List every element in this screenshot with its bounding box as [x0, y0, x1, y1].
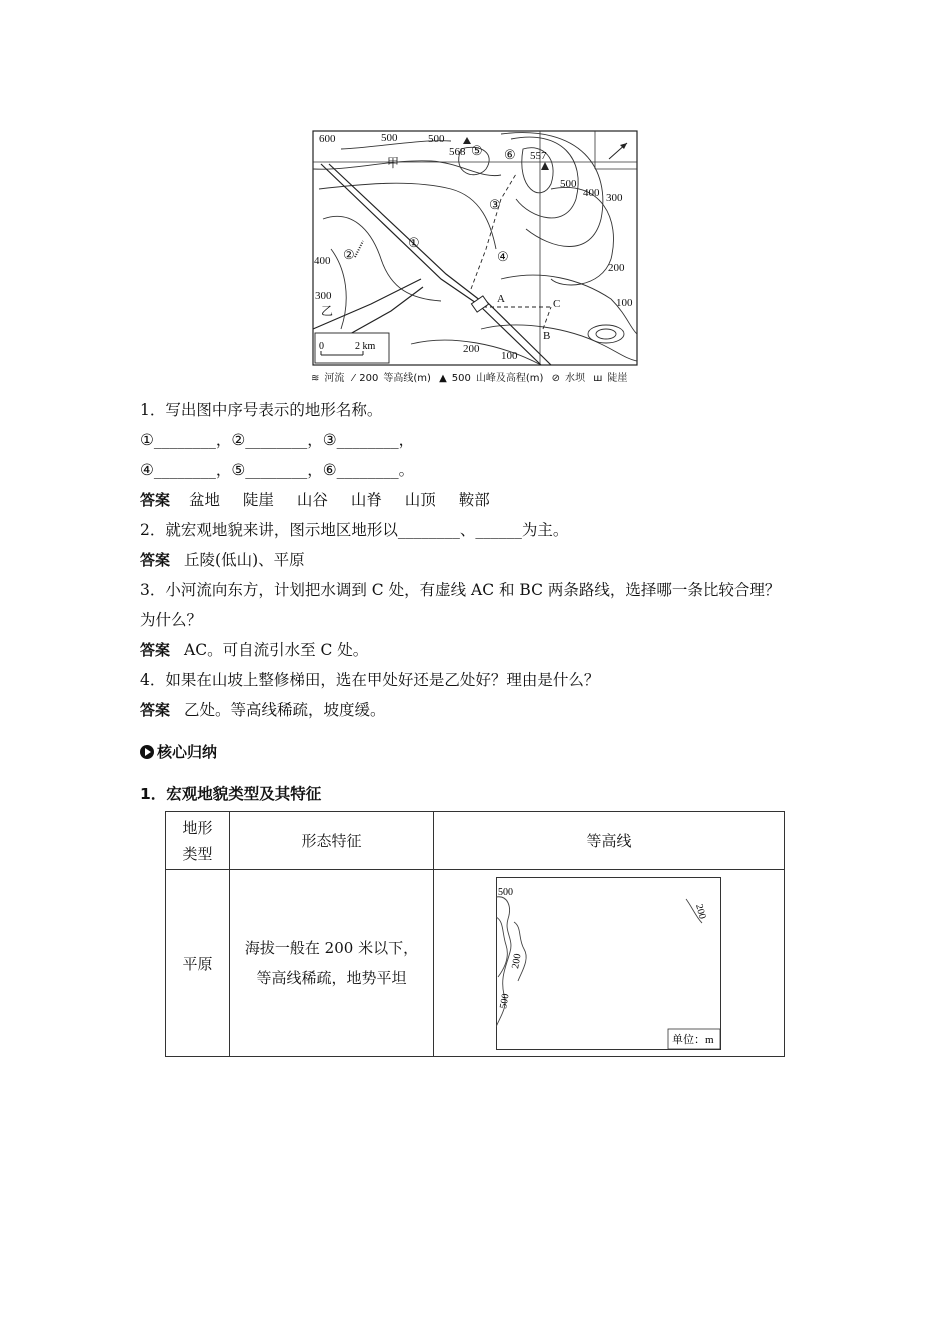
- contour-label: 500: [381, 132, 398, 144]
- contour-label: 300: [315, 290, 332, 302]
- topographic-map: [311, 129, 639, 387]
- legend-peak-value: 500: [451, 373, 471, 384]
- q3-question-line2: 为什么？: [140, 611, 203, 629]
- place-jia: 甲: [387, 156, 400, 170]
- section-title: 核心归纳: [157, 743, 218, 761]
- river-legend-icon: ≋: [311, 373, 320, 384]
- cell-contour-diagram: [434, 870, 785, 1057]
- answer-item: 盆地: [188, 491, 220, 509]
- play-icon: [140, 745, 154, 759]
- q3-question-line1: 3．小河流向东方，计划把水调到 C 处，有虚线 AC 和 BC 两条路线，选择哪一条比较合理？: [140, 581, 781, 599]
- contour-label: 300: [606, 192, 623, 204]
- contour-label: 200: [608, 262, 625, 274]
- q1-question: 1．写出图中序号表示的地形名称。: [140, 401, 383, 419]
- answer-item: 山谷: [296, 491, 328, 509]
- answer-text: 乙处。等高线稀疏，坡度缓。: [184, 701, 386, 719]
- legend-peak: 山峰及高程(m): [475, 373, 544, 384]
- cell-feature: [230, 870, 434, 1057]
- q4-answer: [140, 700, 386, 720]
- contour-label: 100: [616, 297, 633, 309]
- q1-blanks-row2: ④________，⑤________，⑥________。: [140, 461, 415, 479]
- cliff-legend-icon: ш: [593, 373, 603, 384]
- table-row: [166, 870, 785, 1057]
- point-c: C: [553, 298, 561, 310]
- answer-label: 答案: [140, 701, 171, 719]
- legend-river: 河流: [324, 373, 345, 384]
- circled-number: ③: [489, 197, 501, 212]
- dam-legend-icon: ⊘: [551, 373, 560, 384]
- contour-label: 200: [510, 952, 524, 970]
- contour-label: 500: [560, 178, 577, 190]
- point-b: B: [543, 330, 551, 342]
- contour-label: 200: [693, 902, 708, 920]
- q1-answer: [140, 490, 508, 510]
- contour-label: 500: [498, 992, 512, 1010]
- plain-contour-diagram: [496, 877, 722, 1050]
- legend-contour-value: 200: [359, 373, 379, 384]
- point-a: A: [497, 293, 505, 305]
- answer-item: 陡崖: [242, 491, 274, 509]
- feature-line1: 海拔一般在 200 米以下，: [244, 939, 419, 957]
- feature-line2: 等高线稀疏，地势平坦: [256, 969, 407, 987]
- circled-number: ⑤: [471, 143, 483, 158]
- answer-label: 答案: [140, 641, 171, 659]
- legend-contour: 等高线(m): [383, 373, 431, 384]
- circled-number: ①: [408, 235, 420, 250]
- scale-zero: 0: [319, 341, 324, 352]
- answer-label: 答案: [140, 551, 171, 569]
- q3-answer: [140, 640, 368, 660]
- header-contour: 等高线: [434, 812, 785, 870]
- peak-elevation: 557: [530, 150, 547, 162]
- cell-landform-type: 平原: [166, 870, 230, 1057]
- circled-number: ④: [497, 249, 509, 264]
- answer-item: 山顶: [404, 491, 436, 509]
- contour-label: 600: [319, 133, 336, 145]
- answer-text: AC。可自流引水至 C 处。: [184, 641, 369, 659]
- q2-question: 2．就宏观地貌来讲，图示地区地形以________、______为主。: [140, 521, 569, 539]
- header-feature: 形态特征: [230, 812, 434, 870]
- table-header-row: [166, 812, 785, 870]
- legend-dam: 水坝: [565, 373, 585, 384]
- answer-label: 答案: [140, 491, 171, 509]
- map-legend: [311, 369, 641, 384]
- contour-label: 500: [498, 886, 513, 898]
- unit-label: 单位：m: [672, 1033, 714, 1046]
- place-yi: 乙: [321, 304, 334, 318]
- subsection-title: 1．宏观地貌类型及其特征: [140, 785, 322, 803]
- q1-blanks-row1: ①________，②________，③________，: [140, 431, 415, 449]
- peak-legend-icon: ▲: [439, 373, 447, 384]
- contour-label: 400: [583, 187, 600, 199]
- answer-item: 鞍部: [458, 491, 490, 509]
- circled-number: ⑥: [504, 147, 516, 162]
- circled-number: ②: [343, 247, 355, 262]
- header-landform-type: 地形类型: [166, 812, 230, 870]
- scale-text: 2 km: [355, 341, 376, 352]
- landform-table: [165, 811, 785, 1057]
- contour-label: 200: [463, 343, 480, 355]
- q4-question: 4．如果在山坡上整修梯田，选在甲处好还是乙处好？理由是什么？: [140, 671, 600, 689]
- legend-cliff: 陡崖: [607, 373, 628, 384]
- answer-text: 丘陵(低山)、平原: [184, 551, 305, 569]
- contour-label: 500: [428, 133, 445, 145]
- contour-label: 100: [501, 350, 518, 362]
- answer-item: 山脊: [350, 491, 382, 509]
- section-heading: [140, 741, 217, 762]
- q2-answer: [140, 550, 305, 570]
- peak-elevation: 568: [449, 146, 466, 158]
- contour-legend-icon: ⁄: [352, 373, 355, 384]
- contour-label: 400: [314, 255, 331, 267]
